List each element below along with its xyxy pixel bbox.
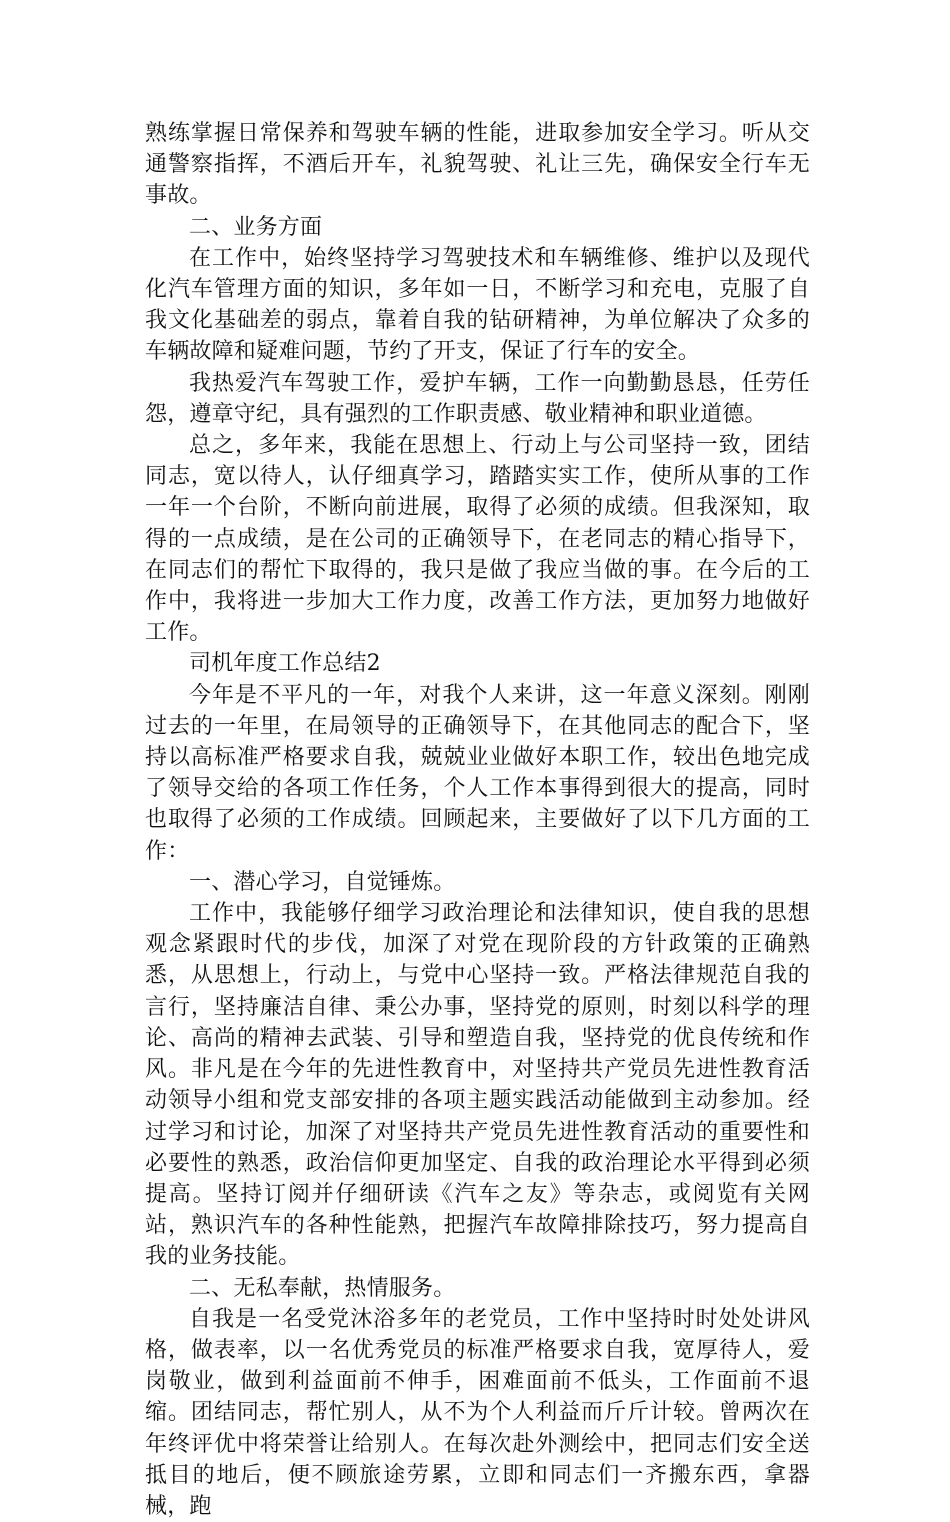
paragraph-summary: 总之，多年来，我能在思想上、行动上与公司坚持一致，团结同志，宽以待人，认仔细真学习，踏踏实实工作，使所从事的工作一年一个台阶，不断向前进展，取得了必须的成绩。但我深知，取得的一点成绩，是在公司的正确领导下，在老同志的精心指导下，在同志们的帮忙下取得的，我只是做了我应当做的事。在今后的工作中，我将进一步加大工作力度，改善工作方法，更加努力地做好工作。 xyxy=(145,433,810,646)
paragraph-year-intro: 今年是不平凡的一年，对我个人来讲，这一年意义深刻。刚刚过去的一年里，在局领导的正确领导下，在其他同志的配合下，坚持以高标准严格要求自我，兢兢业业做好本职工作，较出色地完成了领导交给的各项工作任务，个人工作本事得到很大的提高，同时也取得了必须的工作成绩。回顾起来，主要做好了以下几方面的工作： xyxy=(145,682,810,864)
paragraph-love-driving: 我热爱汽车驾驶工作，爱护车辆，工作一向勤勤恳恳，任劳任怨，遵章守纪，具有强烈的工作职责感、敬业精神和职业道德。 xyxy=(145,370,810,427)
section-title-summary-2: 司机年度工作总结2 xyxy=(189,651,381,677)
document-page xyxy=(145,118,810,1522)
paragraph-business-study: 在工作中，始终坚持学习驾驶技术和车辆维修、维护以及现代化汽车管理方面的知识，多年如一日，不断学习和充电，克服了自我文化基础差的弱点，靠着自我的钻研精神，为单位解决了众多的车辆故障和疑难问题，节约了开支，保证了行车的安全。 xyxy=(145,245,810,365)
heading-service: 二、无私奉献，热情服务。 xyxy=(189,1275,456,1301)
paragraph-driving-safety: 熟练掌握日常保养和驾驶车辆的性能，进取参加安全学习。听从交通警察指挥，不酒后开车，礼貌驾驶、礼让三先，确保安全行车无事故。 xyxy=(145,121,810,209)
paragraph-service: 自我是一名受党沐浴多年的老党员，工作中坚持时时处处讲风格，做表率，以一名优秀党员的标准严格要求自我，宽厚待人，爱岗敬业，做到利益面前不伸手，困难面前不低头，工作面前不退缩。团结同志，帮忙别人，从不为个人利益而斤斤计较。曾两次在年终评优中将荣誉让给别人。在每次赴外测绘中，把同志们安全送抵目的地后，便不顾旅途劳累，立即和同志们一齐搬东西，拿器械，跑 xyxy=(145,1306,810,1519)
heading-study: 一、潜心学习，自觉锤炼。 xyxy=(189,869,456,895)
heading-business: 二、业务方面 xyxy=(189,214,323,240)
paragraph-study: 工作中，我能够仔细学习政治理论和法律知识，使自我的思想观念紧跟时代的步伐，加深了对党在现阶段的方针政策的正确熟悉，从思想上，行动上，与党中心坚持一致。严格法律规范自我的言行，坚持廉洁自律、秉公办事，坚持党的原则，时刻以科学的理论、高尚的精神去武装、引导和塑造自我，坚持党的优良传统和作风。非凡是在今年的先进性教育中，对坚持共产党员先进性教育活动领导小组和党支部安排的各项主题实践活动能做到主动参加。经过学习和讨论，加深了对坚持共产党员先进性教育活动的重要性和必要性的熟悉，政治信仰更加坚定、自我的政治理论水平得到必须提高。坚持订阅并仔细研读《汽车之友》等杂志，或阅览有关网站，熟识汽车的各种性能熟，把握汽车故障排除技巧，努力提高自我的业务技能。 xyxy=(145,901,810,1270)
